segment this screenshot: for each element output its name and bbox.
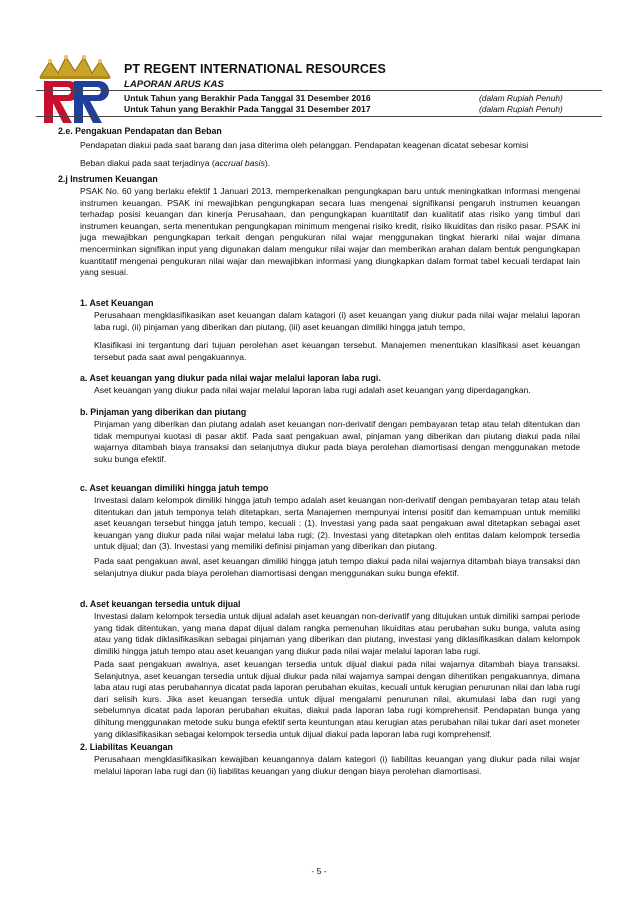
section-2e-paragraph-1: Pendapatan diakui pada saat barang dan jasa diterima oleh pelanggan. Pendapatan keagenan dicatat sebesar komisi (80, 140, 529, 150)
section-2j-paragraph: PSAK No. 60 yang berlaku efektif 1 Januari 2013, memperkenalkan pengungkapan baru untuk meningkatkan informasi mengenai instrumen keuangan. PSAK ini mewajibkan pengungkapan secara luas mengenai signifikansi pengaruh instrumen keuangan terhadap posisi keuangan dan kinerja Perusahaan, dan pengungkapan kuantitatif dan kualitatif atas risiko yang timbul dari instrumen keuangan, serta menentukan pengungkapan minimum mengenai risiko kredit, risiko likuiditas dan risiko pasar. PSAK ini juga mewajibkan pengungkapan terkait dengan pengukuran nilai wajar menggunakan tingkat hierarki nilai wajar dimana mencerminkan signifikan input yang digunakan dalam mengukur nilai wajar dan memberikan arahan dalam bentuk pengungkapan kuantitatif mengenai pengukuran nilai wajar dan mewajibkan informasi yang diungkapkan dalam format tabel kecuali terdapat lain yang sesuai. (80, 186, 580, 278)
item-c-heading: c. Aset keuangan dimiliki hingga jatuh tempo (80, 483, 269, 493)
item-a-heading: a. Aset keuangan yang diukur pada nilai wajar melalui laporan laba rugi. (80, 373, 381, 383)
section-2e-text-c: ). (264, 158, 271, 168)
period-2017: Untuk Tahun yang Berakhir Pada Tanggal 31 Desember 2017 (124, 104, 371, 114)
header-divider-bottom (36, 116, 602, 117)
item-c-paragraph-1: Investasi dalam kelompok dimiliki hingga jatuh tempo adalah aset keuangan non-derivatif dengan pembayaran tetap atau telah ditentukan dan jatuh temponya telah ditetapkan, serta Manajemen mempunyai intensi positif dan kemampuan untuk memiliki aset keuangan tersebut hingga jatuh tempo, kecuali : (1). Investasi yang pada saat pengakuan awal ditetapkan sebagai aset keuangan yang diukur pada nilai wajar melalui laba rugi; (2). Investasi yang ditetapkan oleh entitas dalam kelompok tersedia untuk dijual; dan (3). Investasi yang memiliki definisi pinjaman yang diberikan dan piutang. (94, 495, 580, 552)
header-divider-top (36, 90, 602, 91)
report-title: LAPORAN ARUS KAS (124, 79, 224, 90)
item-a-paragraph: Aset keuangan yang diukur pada nilai wajar melalui laporan laba rugi adalah aset keuangan yang diperdagangkan. (94, 385, 531, 395)
item-1-heading: 1. Aset Keuangan (80, 298, 154, 308)
item-1-paragraph-1: Perusahaan mengklasifikasikan aset keuangan dalam katagori (i) aset keuangan yang diukur pada nilai wajar melalui laporan laba rugi, (ii) pinjaman yang diberikan dan piutang, (iii) aset keuangan dimiliki hingga jatuh tempo, (94, 310, 580, 332)
page-number: - 5 - (311, 866, 327, 876)
item-1-paragraph-2: Klasifikasi ini tergantung dari tujuan perolehan aset keuangan tersebut. Manajemen menentukan klasifikasi aset keuangan tersebut pada saat awal pengakuannya. (94, 340, 580, 362)
section-2e-heading: 2.e. Pengakuan Pendapatan dan Beban (58, 126, 222, 136)
item-2-paragraph: Perusahaan mengklasifikasikan kewajiban keuangannya dalam kategori (i) liabilitas keuangan yang diukur pada nilai wajar melalui laporan laba rugi dan (ii) liabilitas keuangan yang diukur dengan biaya perolehan diamortisasi. (94, 754, 580, 776)
period-2016: Untuk Tahun yang Berakhir Pada Tanggal 31 Desember 2016 (124, 93, 371, 103)
company-name: PT REGENT INTERNATIONAL RESOURCES (124, 62, 386, 76)
item-b-heading: b. Pinjaman yang diberikan dan piutang (80, 407, 247, 417)
item-b-paragraph: Pinjaman yang diberikan dan piutang adalah aset keuangan non-derivatif dengan pembayaran tetap atau telah ditentukan dan tidak mempunyai kuotasi di pasar aktif. Pada saat pengakuan awal, pinjaman yang diberikan dan piutang diakui pada nilai wajarnya ditambah biaya transaksi dan selanjutnya diukur pada biaya perolehan diamortisasi dengan menggunakan metode suku bunga efektif. (94, 419, 580, 464)
accrual-basis-term: accrual basis (214, 158, 265, 168)
item-d-heading: d. Aset keuangan tersedia untuk dijual (80, 599, 241, 609)
unit-label-2016: (dalam Rupiah Penuh) (479, 93, 563, 103)
item-c-paragraph-2: Pada saat pengakuan awal, aset keuangan dimiliki hingga jatuh tempo diakui pada nilai wajarnya ditambah biaya transaksi dan selanjutnya diukur pada biaya perolehan diamortisasi dengan menggunakan suku bunga efektif. (94, 556, 580, 578)
section-2j-heading: 2.j Instrumen Keuangan (58, 174, 158, 184)
item-d-paragraph-2: Pada saat pengakuan awalnya, aset keuangan tersedia untuk dijual diakui pada nilai wajarnya ditambah biaya transaksi. Selanjutnya, aset keuangan tersedia untuk dijual diukur pada nilai wajarnya sampai dengan dihentikan pengakuannya, dimana laba atau rugi atas perubahannya dicatat pada laporan perubahan ekuitas, kecuali untuk kerugian penurunan nilai dan laba rugi dari selisih kurs. Jika aset keuangan tersedia untuk dijual mengalami penurunan nilai, akumulasi laba dan rugi yang sebelumnya dicatat pada laporan perubahan ekuitas, diakui pada laporan laba rugi komprehensif. Pendapatan bunga yang dihitung menggunakan metode suku bunga efektif serta keuntungan atau kerugian atas perubahan nilai tukar dari aset moneter yang diklasifikasikan sebagai kelompok tersedia untuk dijual diakui pada laporan laba rugi komprehensif. (94, 659, 580, 739)
item-d-paragraph-1: Investasi dalam kelompok tersedia untuk dijual adalah aset keuangan non-derivatif yang ditujukan untuk dimiliki sampai periode yang tidak ditentukan, yang mana dapat dijual dalam rangka pemenuhan likuiditas atau perubahan suku bunga, valuta asing atau yang tidak diklasifikasikan sebagai pinjaman yang diberikan dan piutang, investasi yang diklasifikasikan dalam kelompok dimiliki hingga jatuh tempo atau aset keuangan yang diukur pada nilai wajar melalui laporan laba rugi. (94, 611, 580, 656)
unit-label-2017: (dalam Rupiah Penuh) (479, 104, 563, 114)
section-2e-paragraph-2 (80, 158, 580, 170)
item-2-heading: 2. Liabilitas Keuangan (80, 742, 173, 752)
section-2e-text-a: Beban diakui pada saat terjadinya ( (80, 158, 215, 168)
